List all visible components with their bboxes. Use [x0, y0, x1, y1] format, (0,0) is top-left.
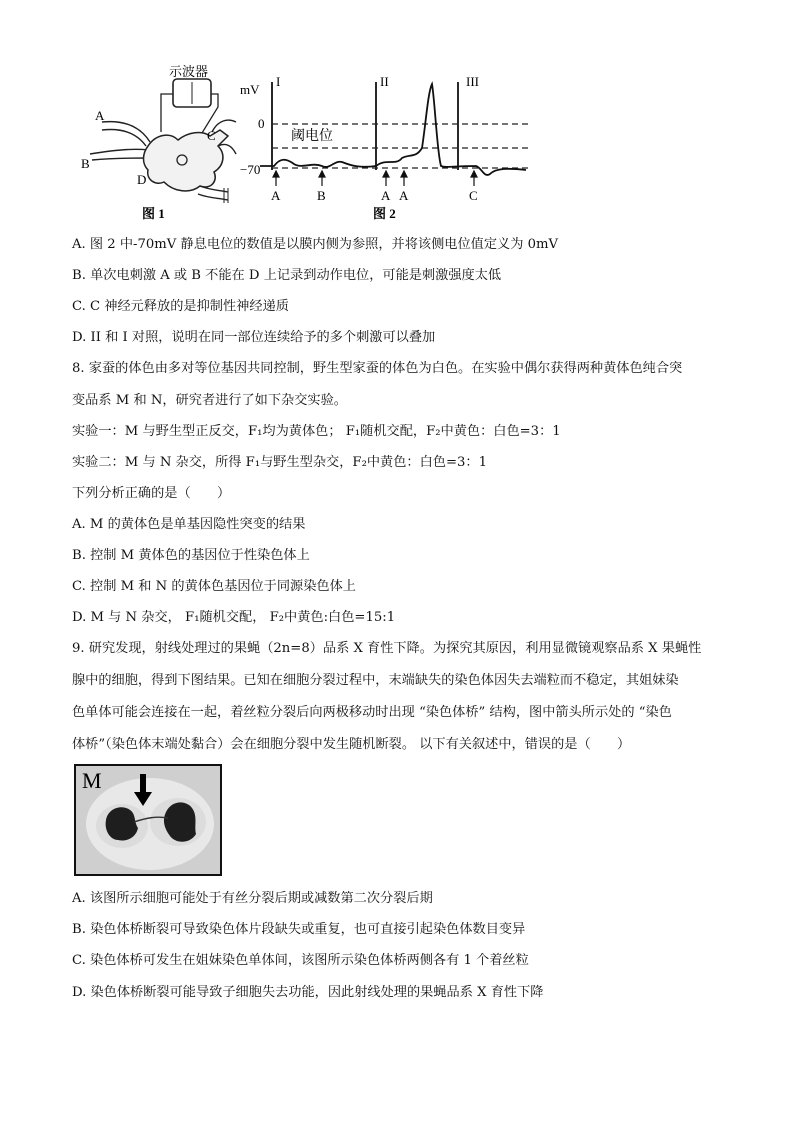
figure-2-potential-chart [236, 62, 536, 224]
oscilloscope-label: 示波器 [169, 64, 209, 79]
rest-label: −70 [240, 162, 261, 177]
q9-option-d: D. 染色体桥断裂可能导致子细胞失去功能，因此射线处理的果蝇品系 X 育性下降 [72, 985, 544, 1000]
stimulus-c: C [469, 188, 478, 203]
q9-option-a: A. 该图所示细胞可能处于有丝分裂后期或减数第二次分裂后期 [72, 891, 433, 906]
fig1-label-b: B [81, 156, 90, 171]
stimulus-a-3: A [399, 188, 409, 203]
q8-option-c: C. 控制 M 和 N 的黄体色基因位于同源染色体上 [72, 579, 356, 594]
q7-option-a: A. 图 2 中-70mV 静息电位的数值是以膜内侧为参照，并将该侧电位值定义为 0mV [72, 237, 558, 252]
q8-option-d: D. M 与 N 杂交， F₁随机交配， F₂中黄色:白色=15:1 [72, 610, 396, 625]
q7-option-c: C. C 神经元释放的是抑制性神经递质 [72, 299, 289, 314]
fig1-label-d: D [137, 172, 147, 187]
fig1-label-a: A [95, 108, 105, 123]
q9-stem-line-1: 9. 研究发现，射线处理过的果蝇（2n=8）品系 X 育性下降。为探究其原因，利用显微镜观察品系 X 果蝇性 [72, 641, 702, 656]
fig1-label-c: C [207, 128, 216, 143]
fig2-caption: 图 2 [373, 206, 396, 221]
q9-stem-line-4: 体桥”（染色体末端处黏合）会在细胞分裂中发生随机断裂。 以下有关叙述中，错误的是（ ） [72, 737, 631, 752]
q9-option-c: C. 染色体桥可发生在姐妹染色单体间，该图所示染色体桥两侧各有 1 个着丝粒 [72, 953, 529, 968]
q9-option-b: B. 染色体桥断裂可导致染色体片段缺失或重复，也可直接引起染色体数目变异 [72, 922, 526, 937]
stimulus-a-2: A [381, 188, 391, 203]
q7-option-d: D. II 和 I 对照，说明在同一部位连续给予的多个刺激可以叠加 [72, 330, 436, 345]
figure-1-neuron-diagram [78, 62, 238, 224]
fig1-caption: 图 1 [142, 206, 165, 221]
q7-option-b: B. 单次电刺激 A 或 B 不能在 D 上记录到动作电位，可能是刺激强度太低 [72, 268, 502, 283]
q8-stem-line-1: 8. 家蚕的体色由多对等位基因共同控制，野生型家蚕的体色为白色。在实验中偶尔获得两种黄体色纯合突 [72, 361, 683, 376]
chromosome-bridge-micrograph [74, 764, 222, 876]
stimulus-b: B [317, 188, 326, 203]
micrograph-label: M [82, 768, 102, 793]
q8-option-b: B. 控制 M 黄体色的基因位于性染色体上 [72, 548, 310, 563]
q8-experiment-1: 实验一：M 与野生型正反交，F₁均为黄体色； F₁随机交配，F₂中黄色：白色=3：1 [72, 424, 561, 439]
q8-stem-line-2: 变品系 M 和 N，研究者进行了如下杂交实验。 [72, 393, 347, 408]
unit-label: mV [240, 82, 260, 97]
threshold-label: 阈电位 [291, 129, 333, 144]
zero-label: 0 [258, 116, 265, 131]
q8-question: 下列分析正确的是（ ） [72, 486, 231, 501]
q8-experiment-2: 实验二：M 与 N 杂交，所得 F₁与野生型杂交，F₂中黄色：白色=3：1 [72, 455, 488, 470]
marker-iii: III [466, 74, 479, 89]
q9-stem-line-2: 腺中的细胞，得到下图结果。已知在细胞分裂过程中，末端缺失的染色体因失去端粒而不稳定，其姐妹染 [72, 673, 679, 688]
marker-ii: II [380, 74, 389, 89]
q9-stem-line-3: 色单体可能会连接在一起，着丝粒分裂后向两极移动时出现 “染色体桥” 结构，图中箭头所示处的 “染色 [72, 705, 672, 720]
marker-i: I [276, 74, 281, 89]
stimulus-a-1: A [271, 188, 281, 203]
q8-option-a: A. M 的黄体色是单基因隐性突变的结果 [72, 517, 306, 532]
